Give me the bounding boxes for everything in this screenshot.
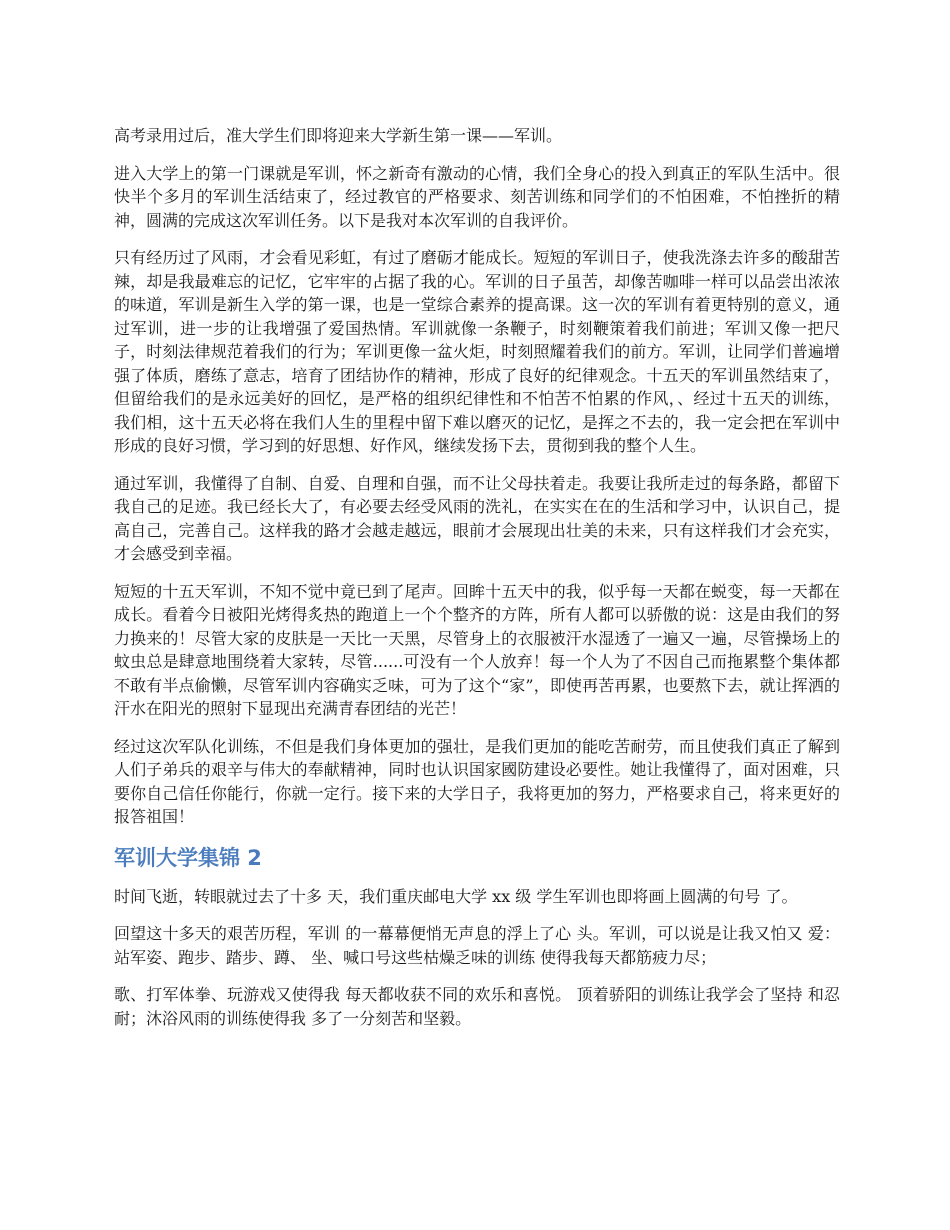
paragraph-look-back: 回望这十多天的艰苦历程，军训 的一幕幕便悄无声息的浮上了心 头。军训，可以说是让我又怕又 爱：站军姿、跑步、踏步、蹲、 坐、喊口号这些枯燥乏味的训练 使得我每天都筋疲力尽； xyxy=(114,924,840,967)
paragraph-time-flies: 时间飞逝，转眼就过去了十多 天，我们重庆邮电大学 xx 级 学生军训也即将画上圆满的句号 了。 xyxy=(114,886,798,906)
document-page xyxy=(114,124,840,1044)
paragraph-first-course: 进入大学上的第一门课就是军训，怀之新奇有激动的心情，我们全身心的投入到真正的军队生活中。很快半个多月的军训生活结束了，经过教官的严格要求、刻苦训练和同学们的不怕困难，不怕挫折的精神，圆满的完成这次军训任务。以下是我对本次军训的自我评价。 xyxy=(114,163,840,230)
paragraph-self-discipline: 通过军训，我懂得了自制、自爱、自理和自强，而不让父母扶着走。我要让我所走过的每条路，都留下我自己的足迹。我已经长大了，有必要去经受风雨的洗礼，在实实在在的生活和学习中，认识自己，提高自己，完善自己。这样我的路才会越走越远，眼前才会展现出壮美的未来，只有这样我们才会充实，才会感受到幸福。 xyxy=(114,473,840,563)
paragraph-intro: 高考录用过后，准大学生们即将迎来大学新生第一课——军训。 xyxy=(114,126,563,145)
paragraph-fifteen-days: 短短的十五天军训，不知不觉中竟已到了尾声。回眸十五天中的我，似乎每一天都在蜕变，每一天都在成长。看着今日被阳光烤得炙热的跑道上一个个整齐的方阵，所有人都可以骄傲的说：这是由我们的努力换来的！尽管大家的皮肤是一天比一天黑，尽管身上的衣服被汗水湿透了一遍又一遍，尽管操场上的蚊虫总是肆意地围绕着大家转，尽管......可没有一个人放弃！每一个人为了不因自己而拖累整个集体都不敢有半点偷懒，尽管军训内容确实乏味，可为了这个“家”，即使再苦再累，也要熬下去，就让挥洒的汗水在阳光的照射下显现出充满青春团结的光芒！ xyxy=(114,581,840,718)
paragraph-rainbow: 只有经历过了风雨，才会看见彩虹，有过了磨砺才能成长。短短的军训日子，使我洗涤去许多的酸甜苦辣，却是我最难忘的记忆，它牢牢的占据了我的心。军训的日子虽苦，却像苦咖啡一样可以品尝出浓浓的味道，军训是新生入学的第一课，也是一堂综合素养的提高课。这一次的军训有着更特别的意义，通过军训，进一步的让我增强了爱国热情。军训就像一条鞭子，时刻鞭策着我们前进；军训又像一把尺子，时刻法律规范着我们的行为；军训更像一盆火炬，时刻照耀着我们的前方。军训，让同学们普遍增强了体质，磨练了意志，培育了团结协作的精神，形成了良好的纪律观念。十五天的军训虽然结束了，但留给我们的是永远美好的回忆，是严格的组织纪律性和不怕苦不怕累的作风，、经过十五天的训练，我们相，这十五天必将在我们人生的里程中留下难以磨灭的记忆，是挥之不去的，我一定会把在军训中形成的良好习惯，学习到的好思想、好作风，继续发扬下去，贯彻到我的整个人生。 xyxy=(114,248,840,455)
section-heading: 军训大学集锦 2 xyxy=(114,845,262,870)
paragraph-conclusion: 经过这次军队化训练，不但是我们身体更加的强壮，是我们更加的能吃苦耐劳，而且使我们真正了解到人们子弟兵的艰辛与伟大的奉献精神，同时也认识国家國防建设必要性。她让我懂得了，面对困难，只要你自己信任你能行，你就一定行。接下来的大学日子，我将更加的努力，严格要求自己，将来更好的报答祖国！ xyxy=(114,736,840,826)
paragraph-songs: 歌、打军体拳、玩游戏又使得我 每天都收获不同的欢乐和喜悦。 顶着骄阳的训练让我学会了坚持 和忍耐；沐浴风雨的训练使得我 多了一分刻苦和坚毅。 xyxy=(114,985,840,1028)
